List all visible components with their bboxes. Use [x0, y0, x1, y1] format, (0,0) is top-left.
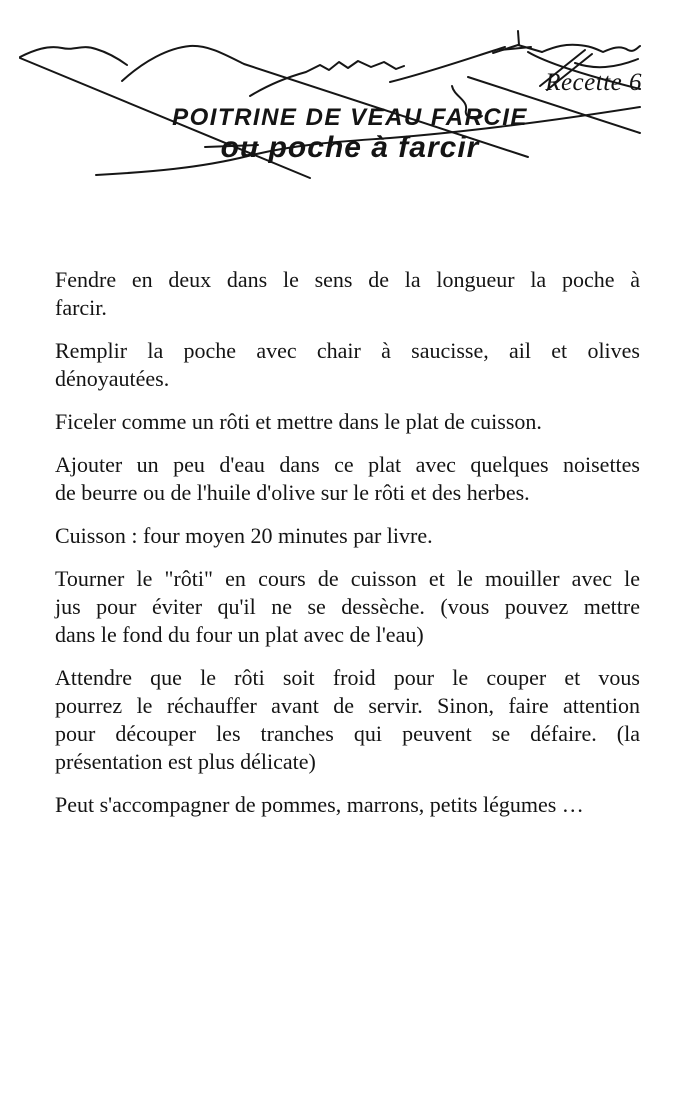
paragraph-line: Cuisson : four moyen 20 minutes par livre. [55, 523, 433, 548]
page-label: Recette 6 [545, 69, 642, 96]
paragraph-line: Ajouter un peu d'eau dans ce plat avec quelques noisettes [55, 452, 640, 477]
body-text [55, 266, 640, 834]
paragraph-line: Remplir la poche avec chair à saucisse, ail et olives [55, 338, 640, 363]
paragraph-line: Attendre que le rôti soit froid pour le couper et vous [55, 665, 640, 690]
recipe-subtitle: ou poche à farcir [220, 131, 480, 164]
paragraph-line: pour découper les tranches qui peuvent se défaire. (la [55, 721, 640, 746]
paragraph [55, 266, 640, 322]
paragraph-line: dénoyautées. [55, 366, 170, 391]
paragraph [55, 664, 640, 776]
paragraph-line: de beurre ou de l'huile d'olive sur le rôti et des herbes. [55, 480, 530, 505]
paragraph [55, 791, 640, 819]
paragraph-line: Peut s'accompagner de pommes, marrons, petits légumes … [55, 792, 584, 817]
paragraph-line: Fendre en deux dans le sens de la longueur la poche à [55, 267, 640, 292]
paragraph [55, 565, 640, 649]
paragraph-line: Ficeler comme un rôti et mettre dans le plat de cuisson. [55, 409, 542, 434]
paragraph-line: présentation est plus délicate) [55, 749, 316, 774]
paragraph [55, 522, 640, 550]
recipe-title: POITRINE DE VEAU FARCIE [172, 104, 528, 131]
paragraph-line: jus pour éviter qu'il ne se dessèche. (vous pouvez mettre [55, 594, 640, 619]
paragraph [55, 451, 640, 507]
paragraph-line: dans le fond du four un plat avec de l'eau) [55, 622, 424, 647]
paragraph-line: pourrez le réchauffer avant de servir. Sinon, faire attention [55, 693, 640, 718]
paragraph-line: farcir. [55, 295, 107, 320]
paragraph [55, 408, 640, 436]
paragraph-line: Tourner le "rôti" en cours de cuisson et le mouiller avec le [55, 566, 640, 591]
paragraph [55, 337, 640, 393]
